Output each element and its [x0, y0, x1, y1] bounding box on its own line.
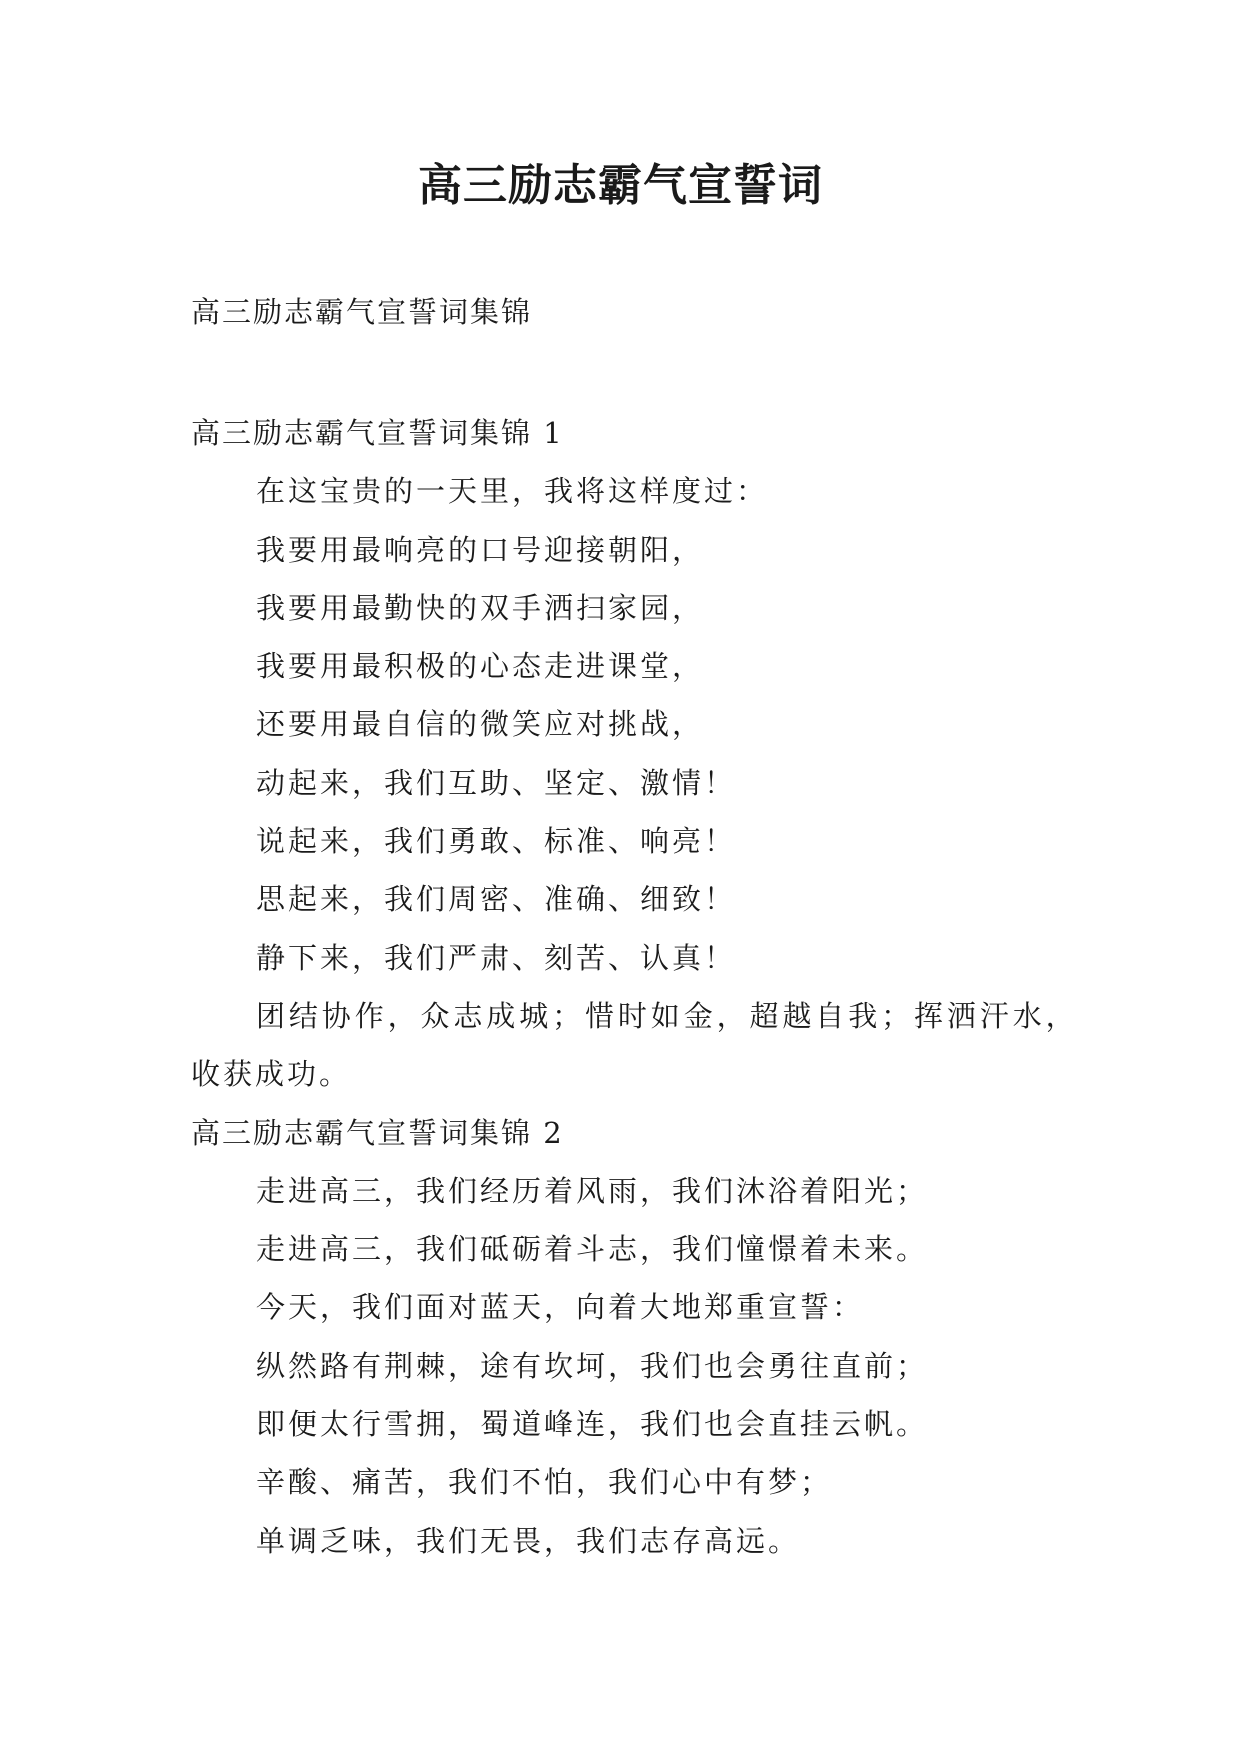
paragraph-line: 还要用最自信的微笑应对挑战， [256, 707, 705, 742]
section-heading: 高三励志霸气宣誓词集锦 2 [191, 1115, 564, 1150]
document-body [191, 404, 1079, 1570]
paragraph-line: 我要用最响亮的口号迎接朝阳， [256, 532, 705, 567]
paragraph-line: 动起来，我们互助、坚定、激情！ [256, 765, 737, 800]
paragraph-line: 单调乏味，我们无畏，我们志存高远。 [256, 1523, 801, 1558]
section-heading: 高三励志霸气宣誓词集锦 1 [191, 416, 564, 450]
paragraph-line: 纵然路有荆棘，途有坎坷，我们也会勇往直前； [256, 1348, 929, 1383]
paragraph-line: 思起来，我们周密、准确、细致！ [256, 882, 737, 917]
paragraph-line: 我要用最勤快的双手洒扫家园， [256, 590, 705, 625]
paragraph-line: 走进高三，我们砥砺着斗志，我们憧憬着未来。 [256, 1232, 929, 1267]
document-title: 高三励志霸气宣誓词 [418, 160, 823, 211]
paragraph-line: 辛酸、痛苦，我们不怕，我们心中有梦； [256, 1465, 833, 1500]
paragraph-line: 今天，我们面对蓝天，向着大地郑重宣誓： [256, 1290, 865, 1325]
paragraph-line: 团结协作，众志成城；惜时如金，超越自我；挥洒汗水， [256, 998, 1079, 1033]
paragraph-line: 说起来，我们勇敢、标准、响亮！ [256, 824, 737, 859]
paragraph-line: 我要用最积极的心态走进课堂， [256, 649, 705, 684]
paragraph-line-continuation: 收获成功。 [191, 1057, 352, 1092]
paragraph-line: 即便太行雪拥，蜀道峰连，我们也会直挂云帆。 [256, 1407, 929, 1442]
paragraph-line: 在这宝贵的一天里，我将这样度过： [256, 474, 769, 509]
paragraph-line: 走进高三，我们经历着风雨，我们沐浴着阳光； [256, 1173, 929, 1208]
document-subtitle: 高三励志霸气宣誓词集锦 [191, 295, 533, 329]
paragraph-line: 静下来，我们严肃、刻苦、认真！ [256, 940, 737, 975]
